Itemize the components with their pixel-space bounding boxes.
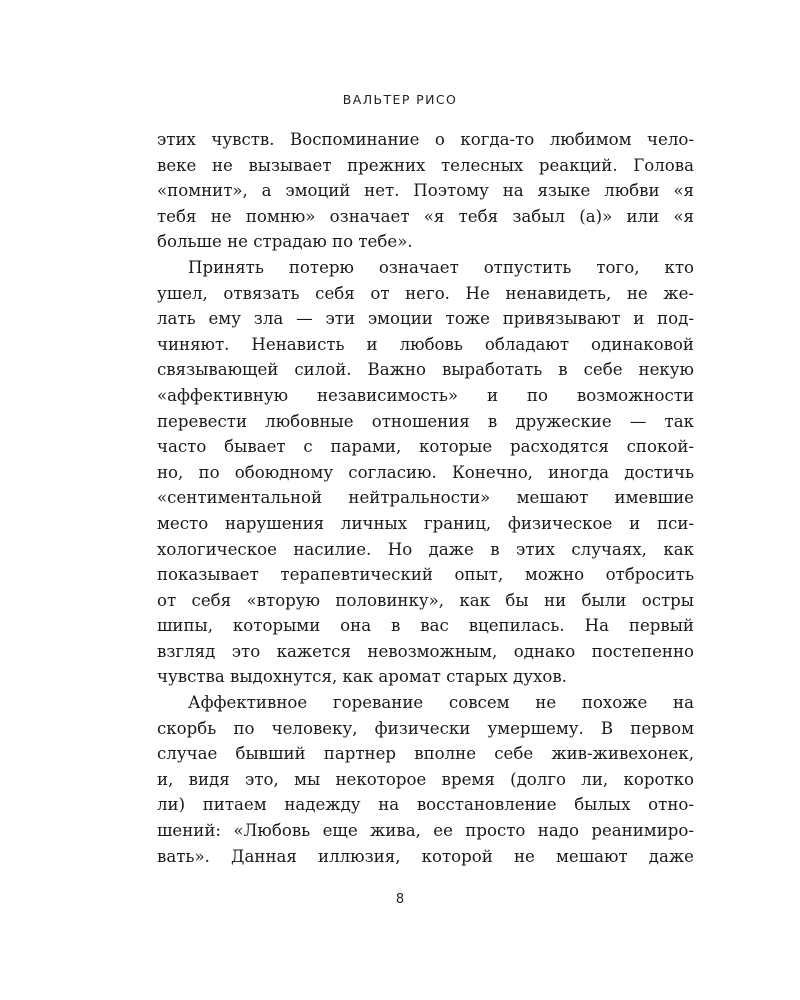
text-line: часто бывает с парами, которые расходятся спокой- <box>157 437 694 457</box>
text-line: место нарушения личных границ, физическое и пси- <box>157 513 694 533</box>
text-line: Аффективное горевание совсем не похоже на <box>188 693 694 713</box>
text-line: ушел, отвязать себя от него. Не ненавидеть, не же- <box>157 283 694 303</box>
text-line: больше не страдаю по тебе». <box>157 232 413 252</box>
text-line: «аффективную независимость» и по возможности <box>157 385 694 405</box>
text-line: но, по обоюдному согласию. Конечно, иногда достичь <box>157 462 694 482</box>
text-line: связывающей силой. Важно выработать в себе некую <box>157 360 694 380</box>
text-line: вать». Данная иллюзия, которой не мешают даже <box>157 846 694 866</box>
paragraph-3 <box>157 690 694 869</box>
text-line: чиняют. Ненависть и любовь обладают одинаковой <box>157 334 694 354</box>
body-text <box>157 127 694 869</box>
text-line: скорбь по человеку, физически умершему. В первом <box>157 718 694 738</box>
text-line: чувства выдохнутся, как аромат старых духов. <box>157 667 567 687</box>
text-line: перевести любовные отношения в дружеские — так <box>157 411 694 431</box>
text-line: «сентиментальной нейтральности» мешают имевшие <box>157 488 694 508</box>
text-line: хологическое насилие. Но даже в этих случаях, как <box>157 539 694 559</box>
paragraph-2 <box>157 255 694 690</box>
text-line: случае бывший партнер вполне себе жив-живехонек, <box>157 744 694 764</box>
text-line: Принять потерю означает отпустить того, кто <box>188 257 694 277</box>
text-line: и, видя это, мы некоторое время (долго ли, коротко <box>157 769 694 789</box>
running-head: ВАЛЬТЕР РИСО <box>342 92 458 107</box>
text-line: шипы, которыми она в вас вцепилась. На первый <box>157 616 694 636</box>
text-line: показывает терапевтический опыт, можно отбросить <box>157 565 694 585</box>
text-line: этих чувств. Воспоминание о когда-то любимом чело- <box>157 130 694 149</box>
text-line: веке не вызывает прежних телесных реакций. Голова <box>157 155 694 175</box>
text-line: лать ему зла — эти эмоции тоже привязывают и под- <box>157 309 694 329</box>
text-line: взгляд это кажется невозможным, однако постепенно <box>157 641 694 661</box>
page-number: 8 <box>395 892 405 907</box>
paragraph-1 <box>157 127 694 255</box>
text-line: от себя «вторую половинку», как бы ни были остры <box>157 590 694 610</box>
text-line: ли) питаем надежду на восстановление былых отно- <box>157 795 694 815</box>
text-line: «помнит», а эмоций нет. Поэтому на языке любви «я <box>157 181 694 201</box>
text-line: тебя не помню» означает «я тебя забыл (а)» или «я <box>157 206 694 226</box>
text-line: шений: «Любовь еще жива, ее просто надо реанимиро- <box>157 821 694 841</box>
